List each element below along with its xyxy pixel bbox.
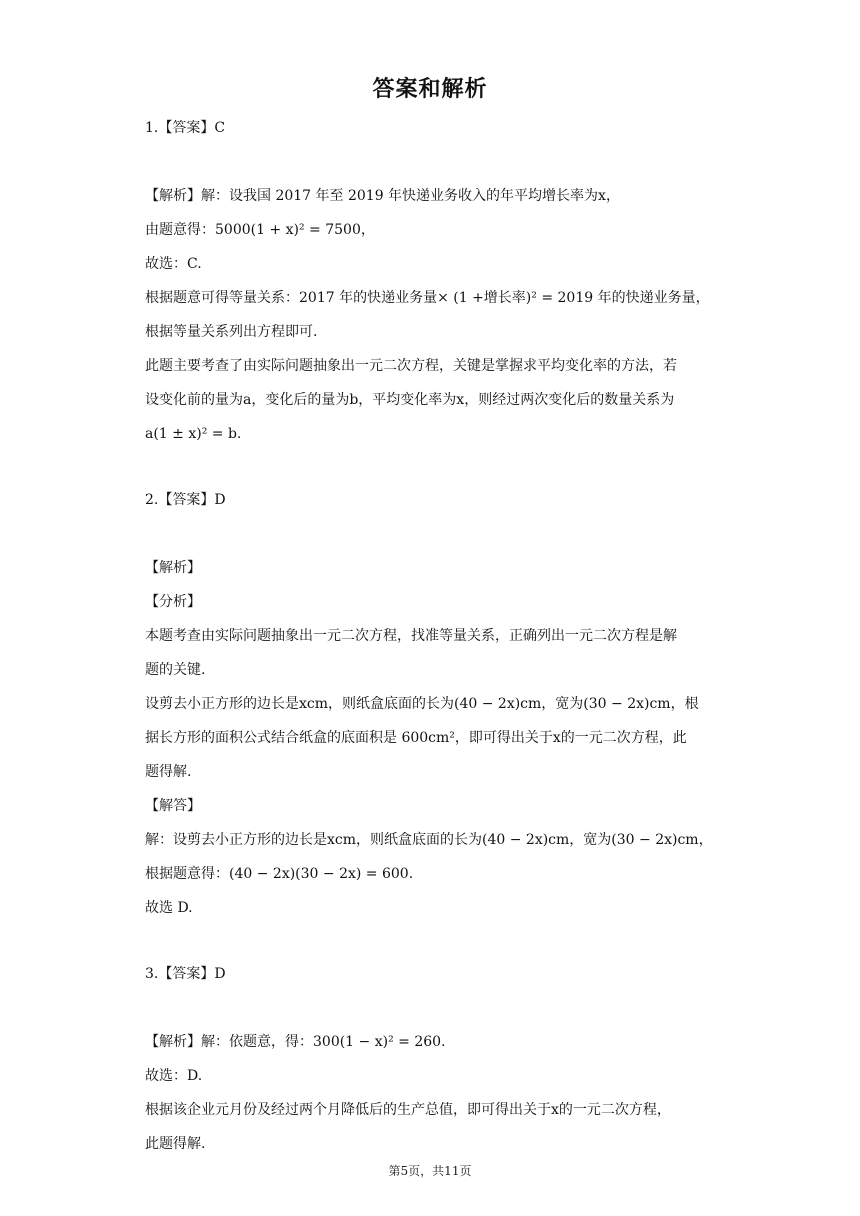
q2-line: 根据题意得：(40 − 2x)(30 − 2x) = 600. xyxy=(145,866,414,882)
page-number: 第5页，共11页 xyxy=(388,1164,472,1178)
q1-line: 此题主要考查了由实际问题抽象出一元二次方程，关键是掌握求平均变化率的方法，若 xyxy=(145,358,677,374)
q2-answer: 2.【答案】D xyxy=(145,492,226,508)
q2-line: 据长方形的面积公式结合纸盒的底面积是 600cm²，即可得出关于x的一元二次方程，此 xyxy=(145,730,687,746)
page-title: 答案和解析 xyxy=(372,77,488,102)
q1-line: 根据等量关系列出方程即可. xyxy=(145,324,318,340)
q2-line: 题得解. xyxy=(145,764,192,780)
q1-line: 由题意得：5000(1 + x)² = 7500， xyxy=(145,222,375,238)
q2-line: 【分析】 xyxy=(145,594,201,610)
q2-line: 【解析】 xyxy=(145,560,201,576)
q1-line: 设变化前的量为a，变化后的量为b，平均变化率为x，则经过两次变化后的数量关系为 xyxy=(145,392,675,408)
q2-line: 故选 D. xyxy=(145,900,193,916)
q2-line: 【解答】 xyxy=(145,798,201,814)
q1-line: 【解析】解：设我国 2017 年至 2019 年快递业务收入的年平均增长率为x， xyxy=(145,188,620,204)
q1-answer: 1.【答案】C xyxy=(145,120,226,136)
q2-line: 解：设剪去小正方形的边长是xcm，则纸盒底面的长为(40 − 2x)cm，宽为(30 − 2x)cm， xyxy=(145,832,713,848)
q1-line: a(1 ± x)² = b. xyxy=(145,426,242,442)
q1-line: 故选：C. xyxy=(145,256,202,272)
q3-line: 故选：D. xyxy=(145,1068,203,1084)
q2-line: 设剪去小正方形的边长是xcm，则纸盒底面的长为(40 − 2x)cm，宽为(30 − 2x)cm，根 xyxy=(145,696,699,712)
q3-line: 根据该企业元月份及经过两个月降低后的生产总值，即可得出关于x的一元二次方程， xyxy=(145,1102,671,1118)
q3-line: 此题得解. xyxy=(145,1136,206,1152)
q3-answer: 3.【答案】D xyxy=(145,966,226,982)
q2-line: 本题考查由实际问题抽象出一元二次方程，找准等量关系，正确列出一元二次方程是解 xyxy=(145,628,677,644)
q2-line: 题的关键. xyxy=(145,662,206,678)
q1-line: 根据题意可得等量关系：2017 年的快递业务量× (1 +增长率)² = 2019 年的快递业务量， xyxy=(145,290,710,306)
q3-line: 【解析】解：依题意，得：300(1 − x)² = 260. xyxy=(145,1034,446,1050)
